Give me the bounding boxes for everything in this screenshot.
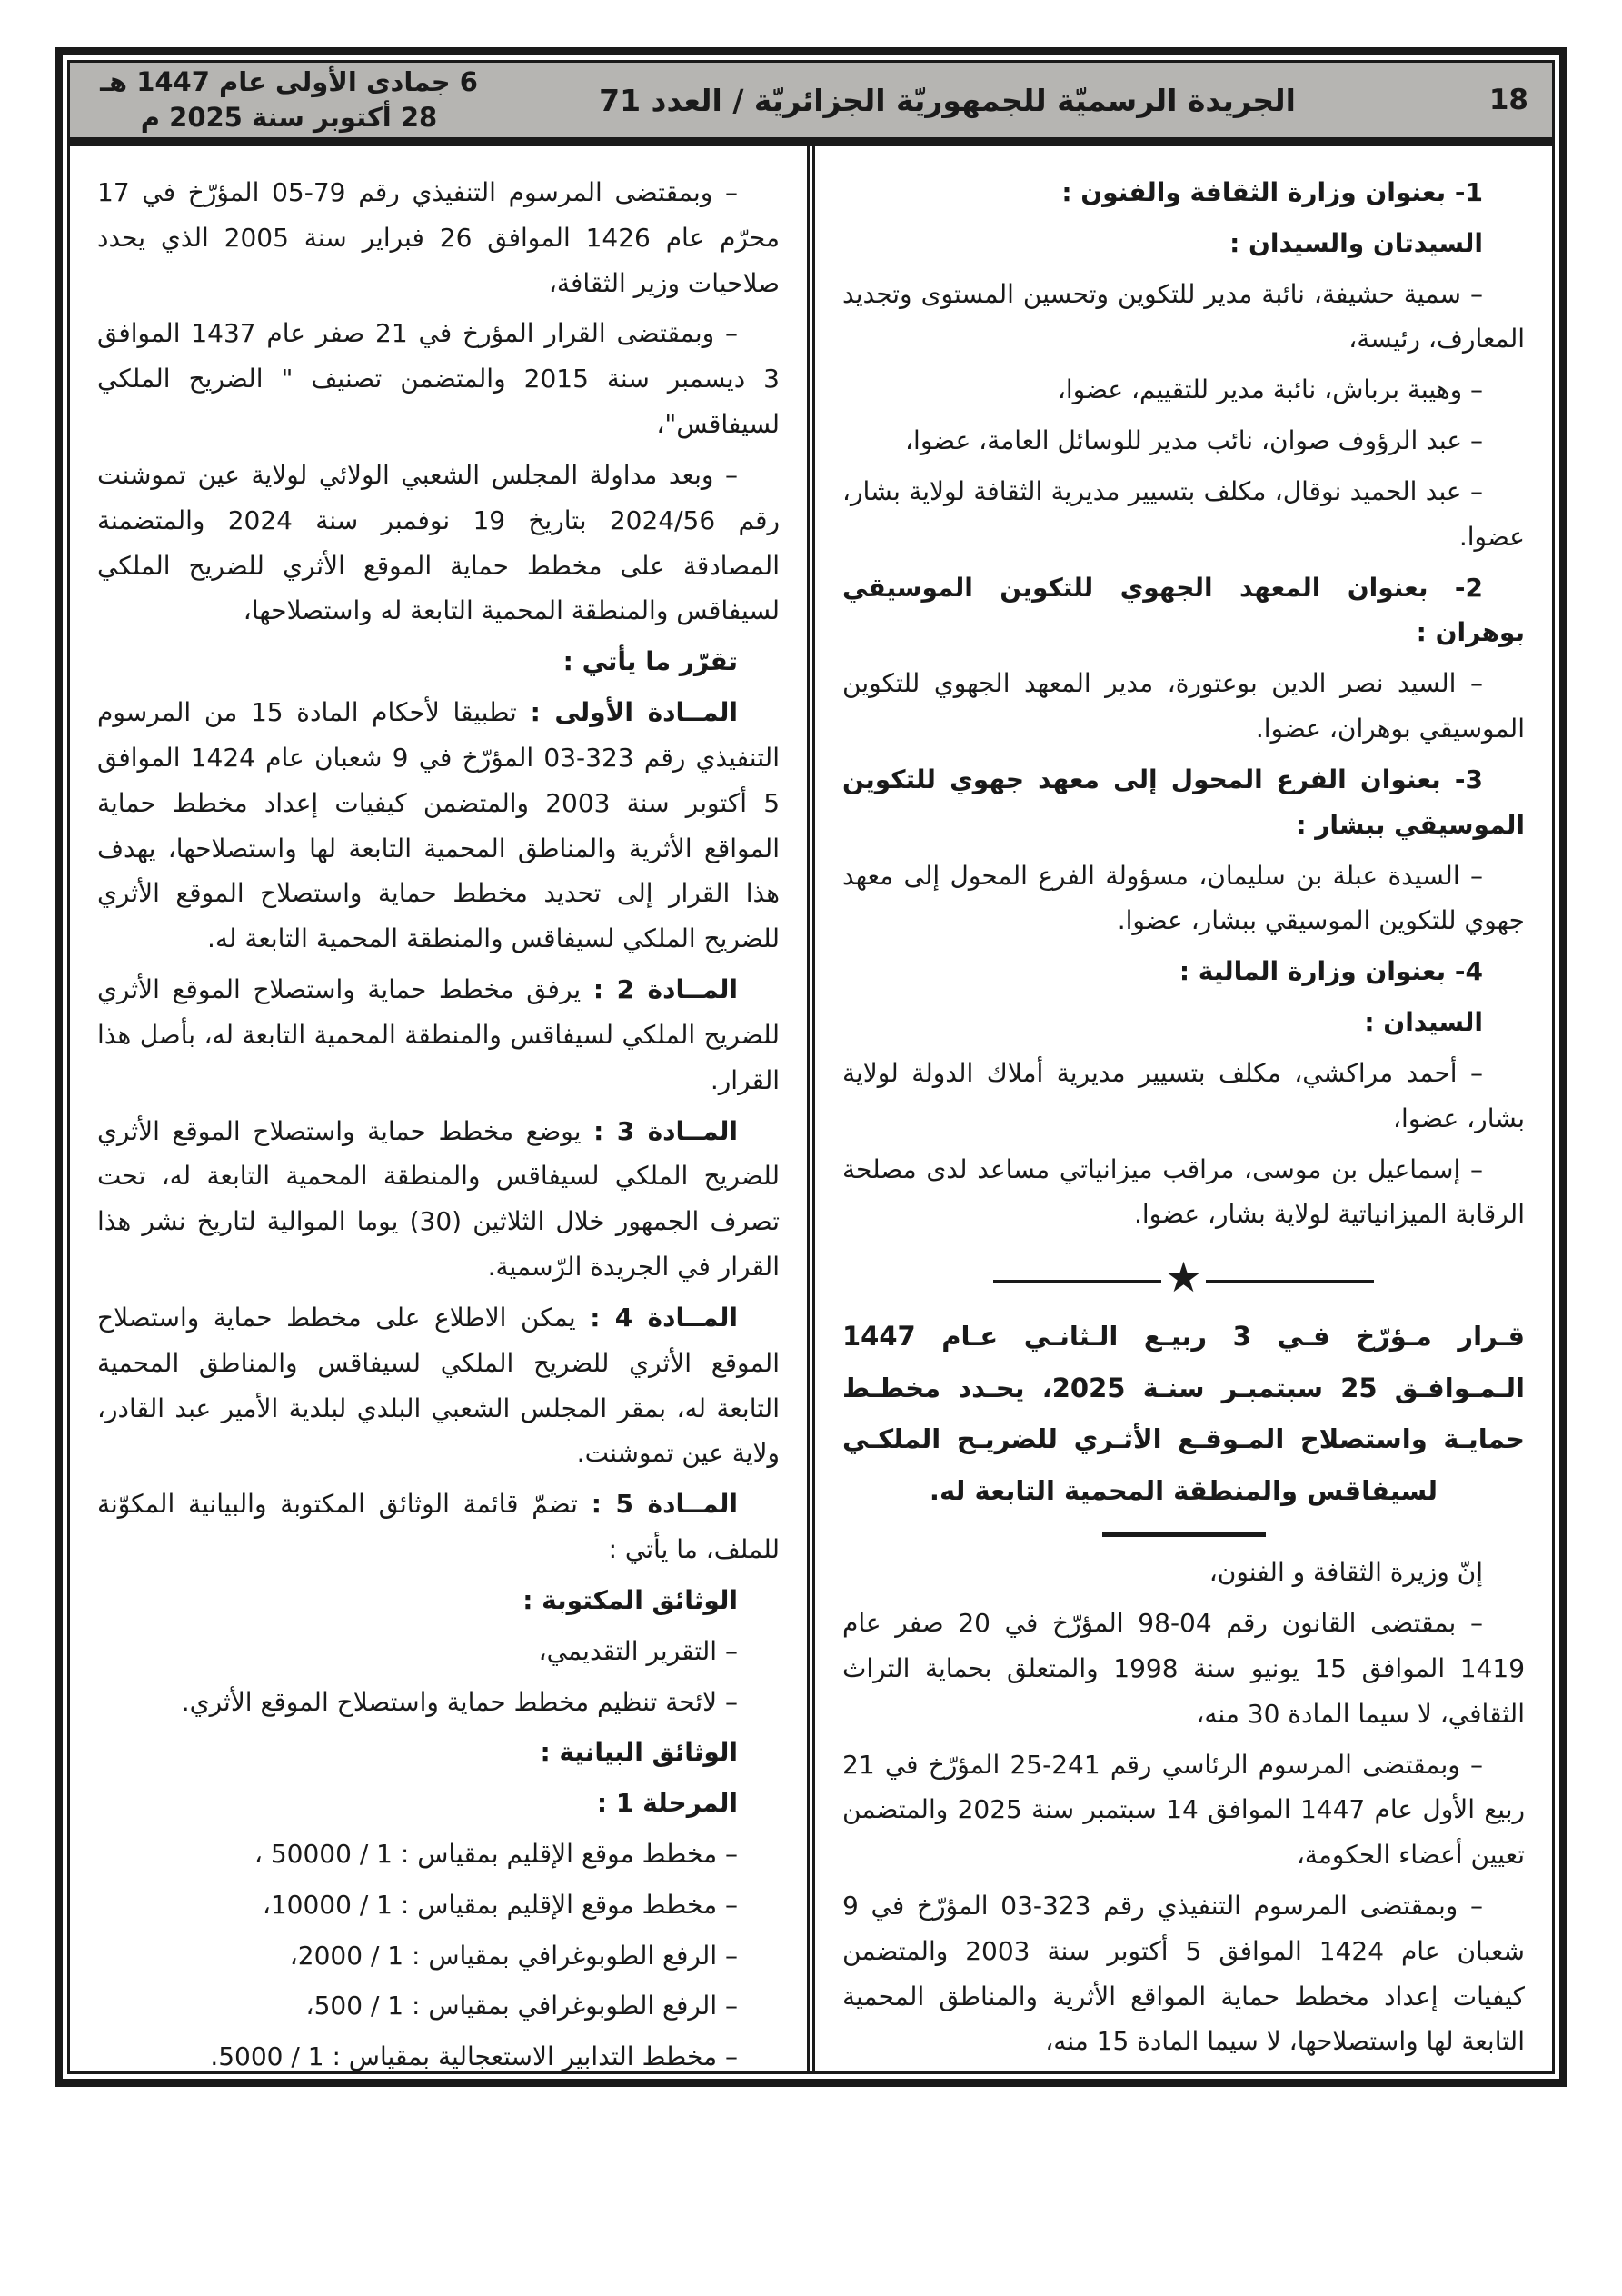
- section-heading: المرحلة 1 :: [596, 1788, 738, 1819]
- column-left: [70, 146, 807, 2071]
- decree-title: قـرار مـؤرّخ فـي 3 ربيـع الـثانـي عـام 1447 الـمـوافـق 25 سبتمبـر سنـة 2025، يحـدد مخطـط حمايـة واستصلاح المـوقـع الأثـري للضريـح الملكـي لسيفاقس والمنطقة المحمية التابعة له.: [842, 1321, 1525, 1506]
- article-paragraph: المــادة الأولى : تطبيقا لأحكام المادة 15 من المرسوم التنفيذي رقم 323-03 المؤرّخ في 9 شعبان عام 1424 الموافق 5 أكتوبر سنة 2003 والمتضمن كيفيات إعداد مخطط حماية المواقع الأثرية والمناطق المحمية التابعة لها واستصلاحها، يهدف هذا القرار إلى تحديد مخطط حماية واستصلاح الموقع الأثري للضريح الملكي لسيفاقس والمنطقة المحمية التابعة له.: [97, 697, 781, 954]
- horizontal-rule: [1102, 1532, 1266, 1537]
- paragraph: – التقرير التقديمي،: [538, 1635, 738, 1666]
- paragraph: – سمية حشيفة، نائبة مدير للتكوين وتحسين المستوى وتجديد المعارف، رئيسة،: [842, 278, 1525, 354]
- section-heading: 4- بعنوان وزارة المالية :: [1179, 956, 1483, 987]
- paragraph: – وبمقتضى المرسوم التنفيذي رقم 323-03 المؤرّخ في 9 شعبان عام 1424 الموافق 5 أكتوبر سنة 2003 والمتضمن كيفيات إعداد مخطط حماية المواقع الأثرية والمناطق المحمية التابعة لها واستصلاحها، لا سيما المادة 15 منه،: [842, 1891, 1526, 2057]
- article-paragraph: المــادة 2 : يرفق مخطط حماية واستصلاح الموقع الأثري للضريح الملكي لسيفاقس والمنطقة المحمية التابعة له، بأصل هذا القرار.: [97, 974, 780, 1095]
- paragraph: – لائحة تنظيم مخطط حماية واستصلاح الموقع الأثري.: [181, 1686, 738, 1717]
- star-icon: ★: [1164, 1253, 1203, 1303]
- separator-line: [1206, 1280, 1374, 1283]
- page-frame-outer: [55, 47, 1567, 2087]
- article-label: المــادة 4 :: [590, 1302, 738, 1333]
- date-hijri: 6 جمادى الأولى عام 1447 هـ: [100, 65, 478, 97]
- column-right: [807, 146, 1552, 2071]
- section-heading: الوثائق المكتوبة :: [522, 1584, 738, 1615]
- issue-dates: [94, 65, 484, 135]
- separator-line: [993, 1280, 1161, 1283]
- header-band: [70, 63, 1552, 146]
- section-heading: الوثائق البيانية :: [540, 1737, 738, 1768]
- article-label: المــادة 2 :: [592, 974, 738, 1005]
- section-heading: 1- بعنوان وزارة الثقافة والفنون :: [1061, 177, 1483, 207]
- paragraph: – مخطط موقع الإقليم بمقياس : 1 / 50000 ،: [254, 1838, 738, 1869]
- article-paragraph: المــادة 3 : يوضع مخطط حماية واستصلاح الموقع الأثري للضريح الملكي لسيفاقس والمنطقة المحمية التابعة له، تحت تصرف الجمهور خلال الثلاثين (30) يوما الموالية لتاريخ نشر هذا القرار في الجريدة الرّسمية.: [97, 1115, 781, 1283]
- paragraph: – الرفع الطوبوغرافي بمقياس : 1 / 500،: [305, 1991, 738, 2021]
- star-separator: [842, 1253, 1525, 1303]
- date-gregorian: 28 أكتوبر سنة 2025 م: [140, 102, 438, 133]
- section-heading: 3- بعنوان الفرع المحول إلى معهد جهوي للتكوين الموسيقي ببشار :: [842, 764, 1525, 840]
- page-frame-inner: [67, 60, 1555, 2074]
- page-number: 18: [1488, 84, 1528, 116]
- section-heading: تقرّر ما يأتي :: [562, 646, 738, 677]
- paragraph: – السيدة عبلة بن سليمان، مسؤولة الفرع المحول إلى معهد جهوي للتكوين الموسيقي ببشار، عضوا.: [842, 860, 1525, 936]
- article-label: المــادة 5 :: [591, 1489, 738, 1520]
- paragraph: – وبمقتضى المرسوم التنفيذي رقم 79-05 المؤرّخ في 17 محرّم عام 1426 الموافق 26 فبراير سنة 2005 الذي يحدد صلاحيات وزير الثقافة،: [97, 177, 781, 298]
- paragraph: – إسماعيل بن موسى، مراقب ميزانياتي مساعد لدى مصلحة الرقابة الميزانياتية لولاية بشار، عضوا.: [842, 1153, 1525, 1230]
- article-paragraph: المــادة 4 : يمكن الاطلاع على مخطط حماية واستصلاح الموقع الأثري للضريح الملكي لسيفاقس والمناطق المحمية التابعة له، بمقر المجلس الشعبي البلدي لبلدية الأمير عبد القادر، ولاية عين تموشنت.: [97, 1302, 780, 1469]
- paragraph: – وبمقتضى القرار المؤرخ في 21 صفر عام 1437 الموافق 3 ديسمبر سنة 2015 والمتضمن تصنيف " الضريح الملكي لسيفاقس"،: [97, 318, 780, 440]
- paragraph: – أحمد مراكشي، مكلف بتسيير مديرية أملاك الدولة لولاية بشار، عضوا،: [842, 1057, 1525, 1133]
- paragraph: إنّ وزيرة الثقافة و الفنون،: [1209, 1557, 1483, 1588]
- paragraph: – عبد الحميد نوقال، مكلف بتسيير مديرية الثقافة لولاية بشار، عضوا.: [842, 475, 1525, 552]
- article-paragraph: المــادة 5 : تضمّ قائمة الوثائق المكتوبة والبيانية المكوّنة للملف، ما يأتي :: [97, 1489, 780, 1565]
- article-label: المــادة الأولى :: [530, 697, 739, 728]
- paragraph: – الرفع الطوبوغرافي بمقياس : 1 / 2000،: [289, 1940, 738, 1971]
- content-area: [70, 146, 1552, 2071]
- paragraph: – وبمقتضى المرسوم الرئاسي رقم 241-25 المؤرّخ في 21 ربيع الأول عام 1447 الموافق 14 سبتمبر سنة 2025 والمتضمن تعيين أعضاء الحكومة،: [842, 1749, 1526, 1871]
- section-heading: السيدتان والسيدان :: [1229, 227, 1483, 258]
- paragraph: – مخطط التدابير الاستعجالية بمقياس : 1 / 5000.: [210, 2041, 738, 2071]
- paragraph: – السيد نصر الدين بوعتورة، مدير المعهد الجهوي للتكوين الموسيقي بوهران، عضوا.: [842, 668, 1525, 744]
- gazette-title: الجريدة الرسميّة للجمهوريّة الجزائريّة / العدد 71: [599, 82, 1296, 118]
- paragraph: – بمقتضى القانون رقم 04-98 المؤرّخ في 20 صفر عام 1419 الموافق 15 يونيو سنة 1998 والمتعلق بحماية التراث الثقافي، لا سيما المادة 30 منه،: [842, 1608, 1526, 1729]
- paragraph: – وبعد مداولة المجلس الشعبي الولائي لولاية عين تموشنت رقم 2024/56 بتاريخ 19 نوفمبر سنة 2024 والمتضمنة المصادقة على مخطط حماية الموقع الأثري للضريح الملكي لسيفاقس والمنطقة المحمية التابعة له واستصلاحها،: [97, 459, 780, 626]
- paragraph: – عبد الرؤوف صوان، نائب مدير للوسائل العامة، عضوا،: [905, 425, 1483, 456]
- section-heading: السيدان :: [1364, 1007, 1483, 1038]
- paragraph: – مخطط موقع الإقليم بمقياس : 1 / 10000،: [262, 1889, 738, 1920]
- section-heading: 2- بعنوان المعهد الجهوي للتكوين الموسيقي بوهران :: [842, 572, 1525, 648]
- article-label: المــادة 3 :: [593, 1115, 738, 1146]
- paragraph: – وهيبة برباش، نائبة مدير للتقييم، عضوا،: [1057, 374, 1483, 405]
